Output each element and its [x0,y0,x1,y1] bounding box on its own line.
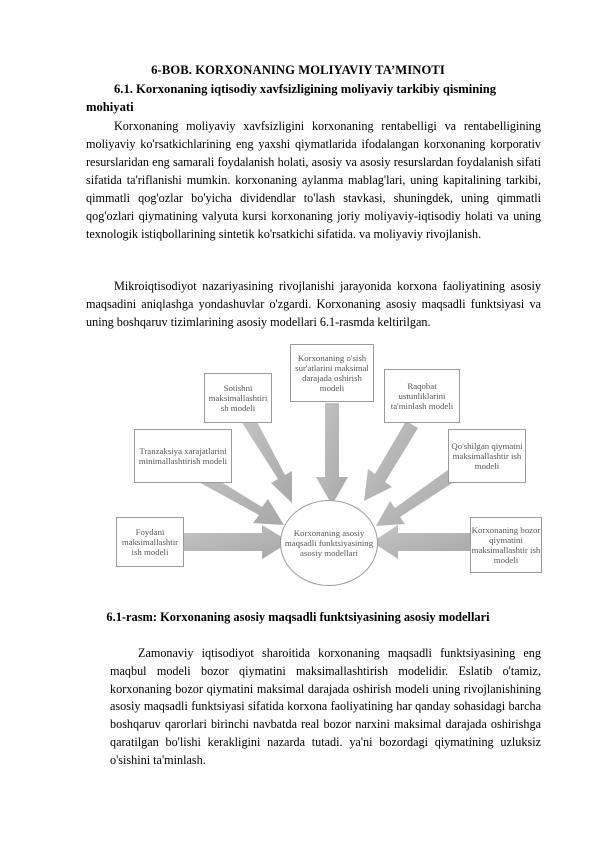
models-diagram [100,337,540,592]
section-heading: 6.1. Korxonaning iqtisodiy xavfsizligining moliyaviy tarkibiy qismining mohiyati [86,82,497,114]
paragraph-3: Zamonaviy iqtisodiyot sharoitida korxonaning maqsadli funktsiyasining eng maqbul modeli bozor qiymatini maksimallashtirish modelidir. Eslatib o'tamiz, korxonaning bozor qiymatini maksimal darajada oshirish modeli uning rivojlanishining asosiy maqsadli funktsiyasi sifatida korxona faoliyatining har qanday sohasidagi barcha boshqaruv qarorlari birinchi navbatda real bozor narxini maksimal darajada oshirishga qaratilgan bo'lishi kerakligini nazarda tutadi. ya'ni bozordagi qiymatining uzluksiz o'sishini ta'minlash. [110,646,541,767]
added-value-node: Qo'shilgan qiymatni maksimallashtir ish modeli [448,429,526,483]
chapter-title: 6-BOB. KORXONANING MOLIYAVIY TA’MINOTI [151,63,445,77]
paragraph-1: Korxonaning moliyaviy xavfsizligini korxonaning rentabelligi va rentabelligining moliyaviy ko'rsatkichlarining eng yaxshi qiymatlarida ifodalangan korxonaning korporativ resurslaridan eng samarali foydalanish holati, asosiy va asosiy resurslardan foydalanish sifati sifatida ta'riflanishi mumkin. korxonaning aylanma mablag'lari, uning kapitalining tarkibi, qimmatli qog'ozlar bo'yicha dividendlar to'lash stavkasi, shuningdek, uning qimmatli qog'ozlari qiymatining valyuta kursi korxonaning joriy moliyaviy-iqtisodiy holati va uning texnologik istiqbollarining sintetik ko'rsatkichi sifatida. va moliyaviy rivojlanish. [86,119,541,241]
figure-caption: 6.1-rasm: Korxonaning asosiy maqsadli funktsiyasining asosiy modellari [106,610,490,624]
sales-maximization-node: Sotishni maksimallashtiri sh modeli [204,373,272,423]
center-models-node: Korxonaning asosiy maqsadli funktsiyasining asosiy modellari [280,500,378,586]
transaction-cost-node: Tranzaksiya xarajatlarini minimallashtirish modeli [134,429,232,483]
arrow-market-value [372,525,472,559]
growth-rate-node: Korxonaning o'sish sur'atlarini maksimal darajada oshirish modeli [290,344,374,402]
arrow-sales [241,416,292,503]
arrow-profit [182,525,290,559]
arrow-competitive [364,421,418,501]
market-value-node: Korxonaning bozor qiymatini maksimallashtir ish modeli [470,517,542,573]
arrow-growth [316,403,348,505]
paragraph-2: Mikroiqtisodiyot nazariyasining rivojlanishi jarayonida korxona faoliyatining asosiy maqsadini aniqlashga yondashuvlar o'zgardi. Korxonaning asosiy maqsadli funktsiyasi va uning boshqaruv tizimlarining asosiy modellari 6.1-rasmda keltirilgan. [86,279,541,329]
profit-maximization-node: Foydani maksimallashtir ish modeli [116,517,184,567]
competitive-advantage-node: Raqobat ustunliklarini ta'minlash modeli [384,369,460,423]
